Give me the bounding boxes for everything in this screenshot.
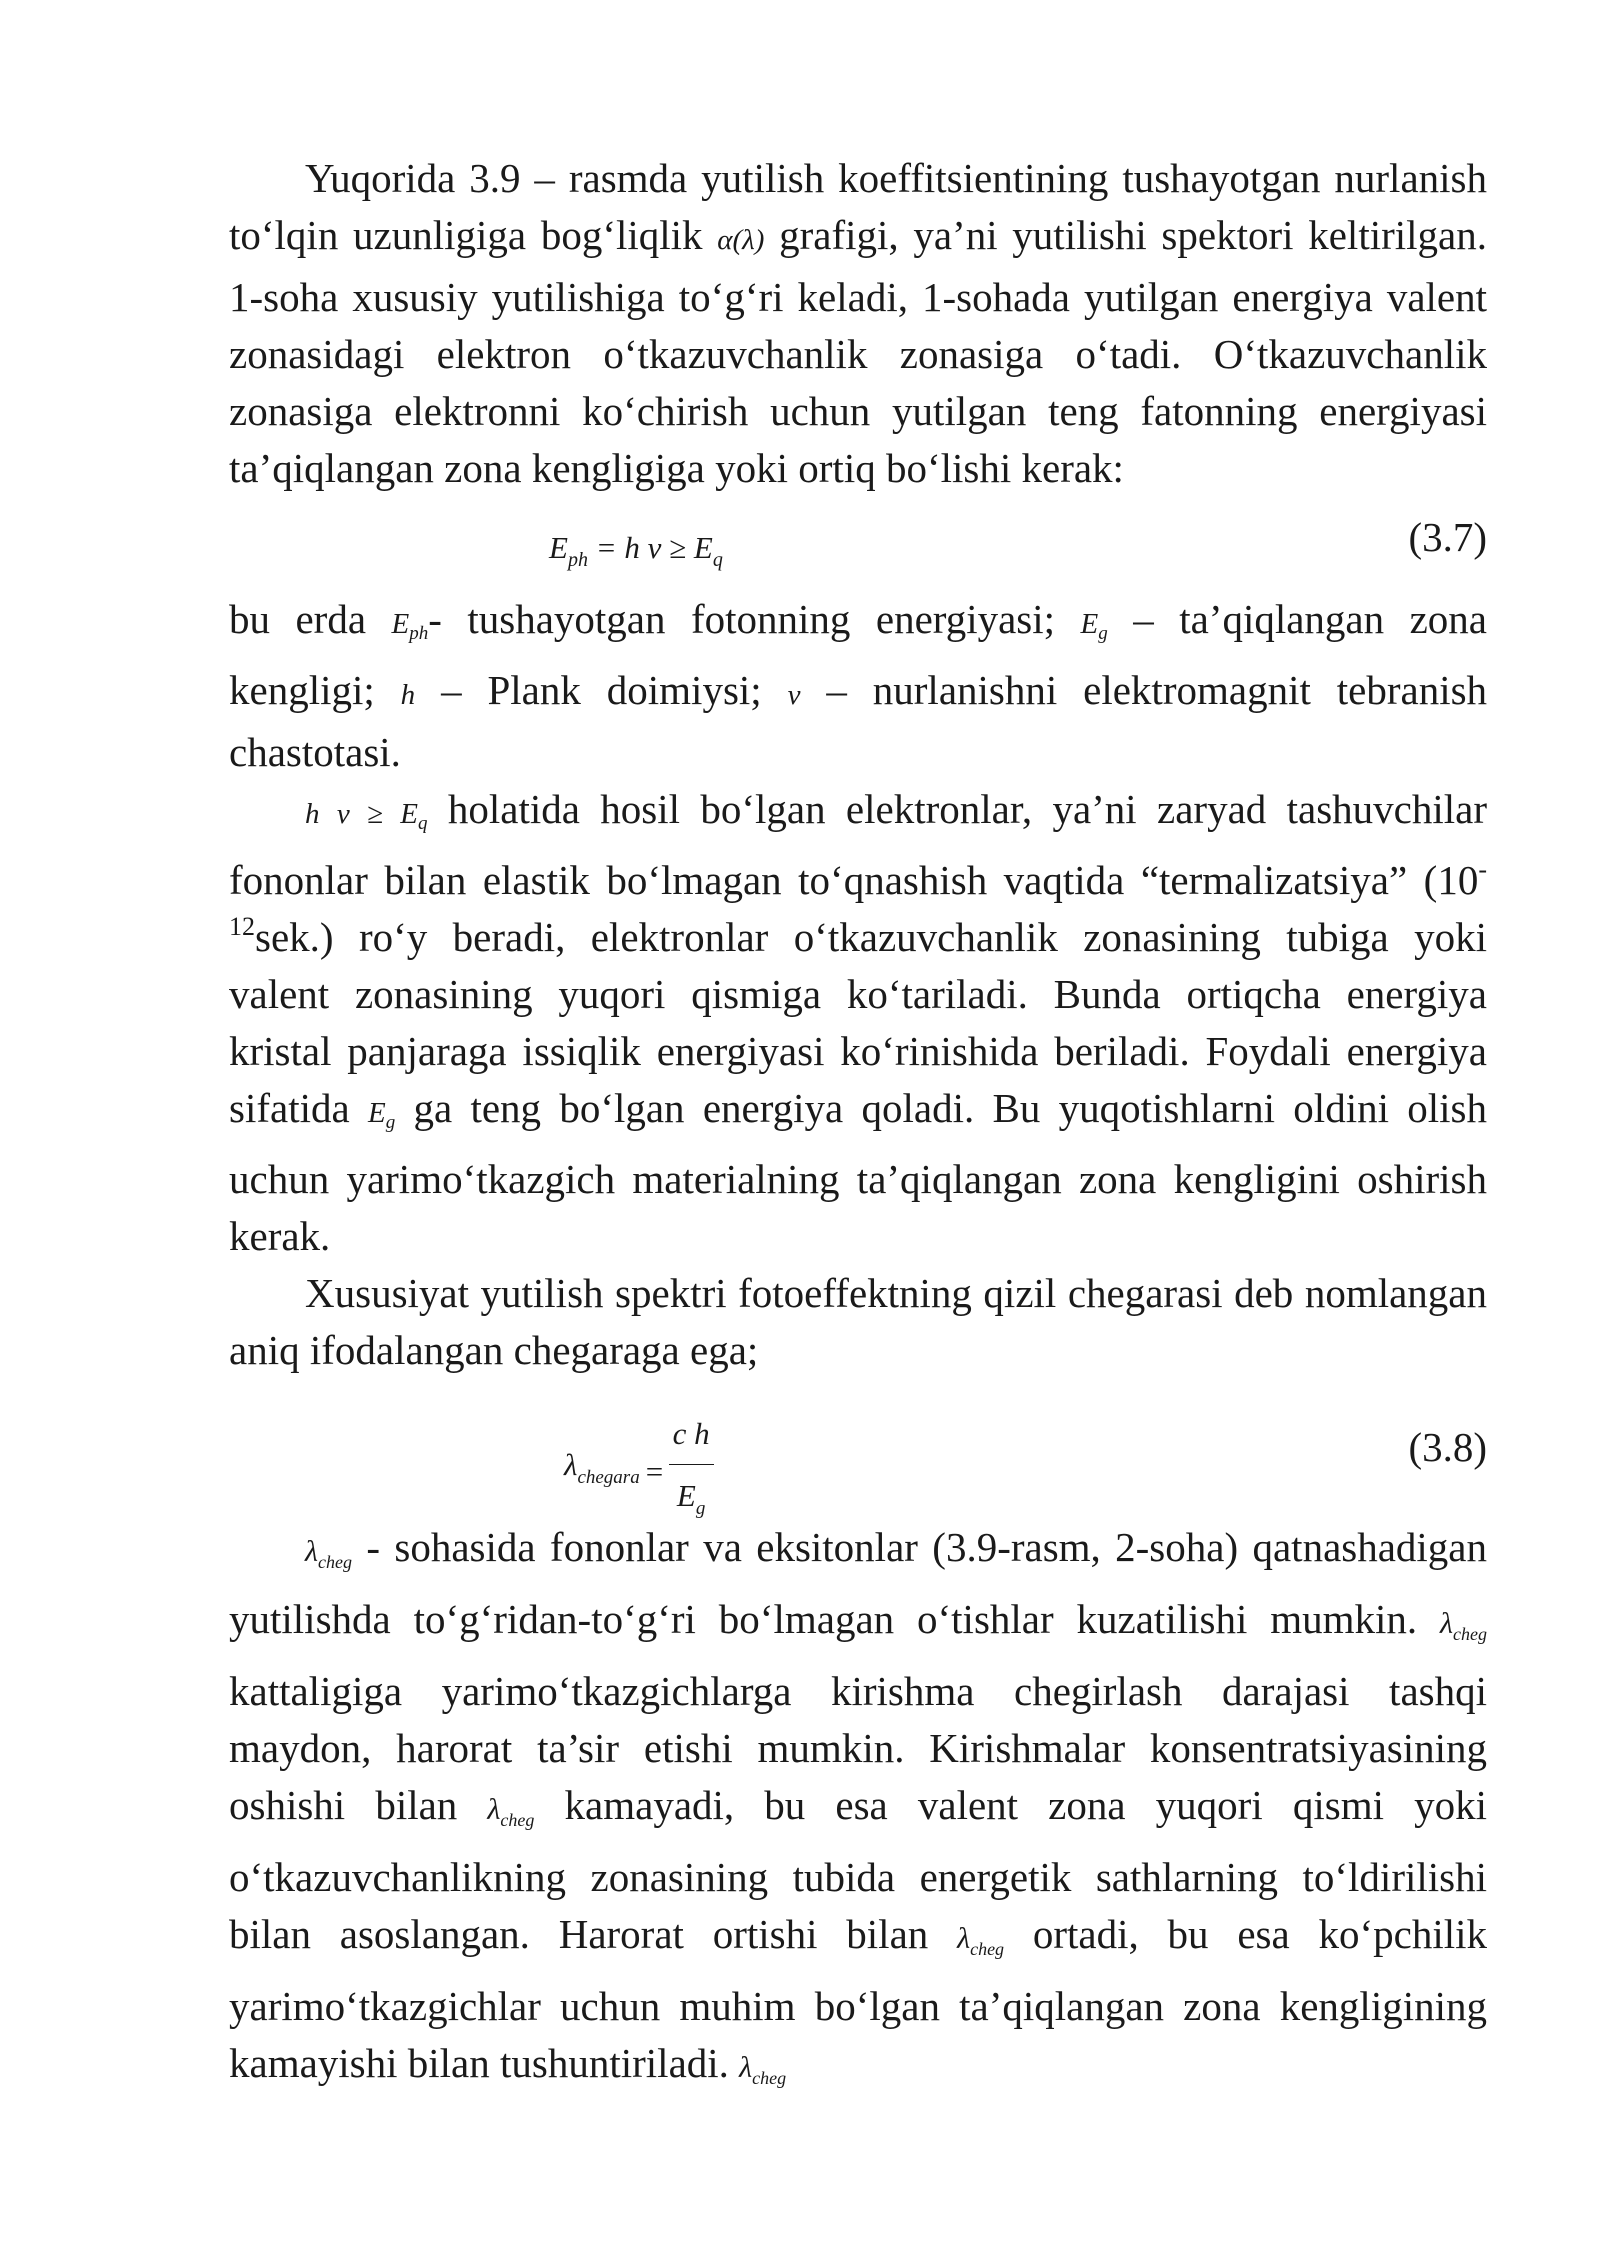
equation-3-8-formula: $\lambda_{chegara}$ = $\frac{\text{c h}}{E_g}$ [564, 1405, 714, 1537]
e-g-symbol: $E_g$ [367, 1097, 396, 1133]
lambda-cheg-symbol: $\lambda_{cheg}$ [305, 1535, 352, 1572]
lambda-cheg-symbol: $\lambda_{cheg}$ [1440, 1607, 1488, 1644]
equation-3-8 [229, 1379, 1487, 1519]
paragraph-5: $\lambda_{cheg}$ - sohasida fononlar va eksitonlar (3.9-rasm, 2-soha) qatnashadigan yutilishda to‘g‘ridan-to‘g‘ri bo‘lmagan o‘tishlar kuzatilishi mumkin. $\lambda_{cheg}$ kattaligiga yarimo‘tkazgichlarga kirishma chegirlash darajasi tashqi maydon, harorat ta’sir etishi mumkin. Kirishmalar konsentratsiyasining oshishi bilan $\lambda_{cheg}$ kamayadi, bu esa valent zona yuqori qismi yoki o‘tkazuvchanlikning zonasining tubida energetik sathlarning to‘ldirilishi bilan asoslangan. Harorat ortishi bilan $\lambda_{cheg}$ ortadi, bu esa ko‘pchilik yarimo‘tkazgichlar uchun muhim bo‘lgan ta’qiqlangan zona kengligining kamayishi bilan tushuntiriladi. $\lambda_{cheg}$ [229, 1524, 1488, 2088]
paragraph-3: h $v \ge E_q$ holatida hosil bo‘lgan elektronlar, ya’ni zaryad tashuvchilar fononlar bilan elastik bo‘lmagan to‘qnashish vaqtida “termalizatsiya” $(10^{-12}sek.)$ ro‘y beradi, elektronlar o‘tkazuvchanlik zonasining tubiga yoki valent zonasining yuqori qismiga ko‘tariladi. Bunda ortiqcha energiya kristal panjaraga issiqlik energiyasi ko‘rinishida beriladi. Foydali energiya sifatida $E_g$ ga teng bo‘lgan energiya qoladi. Bu yuqotishlarni oldini olish uchun yarimo‘tkazgich materialning ta’qiqlangan zona kengligini oshirish kerak. [229, 786, 1487, 1259]
exponent: -12 [229, 855, 1487, 941]
fraction: $\frac{\text{c h}}{E_g}$ [669, 1405, 714, 1537]
e-g-symbol: $E_g$ [1080, 608, 1108, 644]
paragraph-2: bu erda $E_{ph}-$ tushayotgan fotonning energiyasi; $E_g$ – ta’qiqlangan zona kengligi; h – Plank doimiysi; v – nurlanishni elektromagnit tebranish chastotasi. [229, 596, 1488, 775]
body-text [229, 150, 1487, 2107]
paragraph-4: Xususiyat yutilish spektri fotoeffektning qizil chegarasi deb nomlangan aniq ifodalangan chegaraga ega; [229, 1270, 1487, 1373]
paragraph-1: Yuqorida 3.9 – rasmda yutilish koeffitsientining tushayotgan nurlanish to‘lqin uzunligiga bog‘liqlik α(λ) grafigi, ya’ni yutilishi spektori keltirilgan. 1-soha xususiy yutilishiga to‘g‘ri keladi, 1-sohada yutilgan energiya valent zonasidagi elektron o‘tkazuvchanlik zonasiga o‘tadi. O‘tkazuvchanlik zonasiga elektronni ko‘chirish uchun yutilgan teng fatonning energiyasi ta’qiqlangan zona kengligiga yoki ortiq bo‘lishi kerak: [229, 155, 1487, 491]
lambda-cheg-symbol: $\lambda_{cheg}$ [739, 2051, 787, 2088]
nu-symbol: v [787, 679, 801, 711]
equation-3-7-number: (3.7) [1408, 514, 1487, 560]
e-ph-symbol: $E_{ph}$ [391, 608, 429, 644]
equation-3-8-number: (3.8) [1408, 1424, 1487, 1470]
equation-3-7-formula: $E_{ph} = h$ $v \ge E_q$ [549, 530, 723, 571]
h-symbol: h [400, 679, 416, 711]
equation-3-7 [229, 497, 1487, 591]
alpha-lambda-symbol: α(λ) [717, 224, 765, 256]
hv-ge-eq-symbol: h $v \ge E_q$ [305, 798, 428, 834]
lambda-cheg-symbol: $\lambda_{cheg}$ [957, 1922, 1005, 1959]
lambda-cheg-symbol: $\lambda_{cheg}$ [487, 1793, 535, 1830]
